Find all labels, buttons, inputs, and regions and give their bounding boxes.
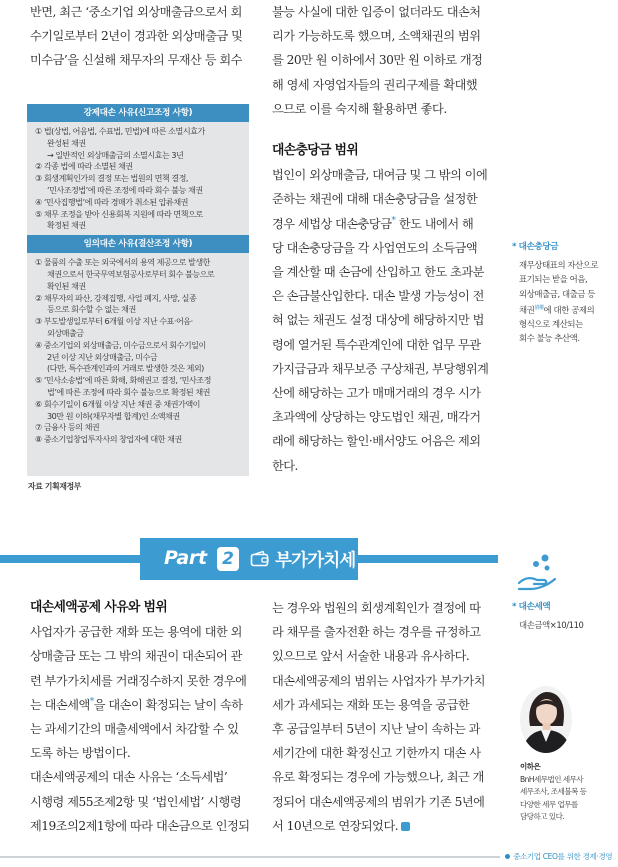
list-item: ⑦ 금융사 등의 채권 (35, 422, 100, 433)
text-line: 정되어 대손세액공제의 범위가 기존 5년에 (272, 794, 485, 809)
text-line: 미수금’을 신설해 채무자의 무재산 등 회수 (30, 53, 242, 68)
end-mark-icon (401, 822, 410, 831)
text-line: 한다. (272, 458, 298, 473)
text-line: 대손세액공제의 대손 사유는 ‘소득세법’ (30, 770, 228, 785)
text-line: 를 20만 원 이하에서 30만 원 이하로 개정 (272, 53, 483, 68)
note-title: * 대손충당금 (512, 242, 559, 252)
text-line: 혀 없는 채권도 설정 대상에 해당하지만 법 (272, 313, 484, 328)
list-item: 확인된 채권 (47, 280, 86, 291)
voluntary-bad-debt-list (27, 253, 249, 449)
text-line (272, 212, 494, 236)
list-item: (다만, 특수관계인과의 거래로 발생한 것은 제외) (47, 363, 204, 374)
list-item: ⑤ ‘민사소송법’에 따른 화해, 화해권고 결정, ‘민사조정 (35, 375, 211, 386)
note-text (512, 618, 583, 632)
text-line: 있으므로 앞서 서술한 내용과 유사하다. (272, 649, 470, 664)
note-fragment: 채권 (519, 304, 535, 315)
bottom-right-column (272, 596, 494, 838)
text-fragment: 서 10년으로 연장되었다. (272, 818, 399, 833)
note-line: 형식으로 계산되는 (519, 318, 583, 329)
text-line: 제19조의2제1항에 따라 대손금으로 인정되 (30, 818, 250, 833)
list-item: 30만 원 이하(채무자별 합계)인 소액채권 (47, 410, 180, 421)
bottom-left-column (30, 596, 256, 838)
note-hanja: 債權 (534, 304, 544, 311)
note-line: 외상매출금, 대출금 등 (519, 288, 595, 299)
coins-hand-icon (517, 553, 557, 595)
text-line: 유로 확정되는 경우에 가능했으나, 최근 개 (272, 770, 484, 785)
text-line: 가지급금과 채무보증 구상채권, 부당행위계 (272, 361, 489, 376)
author-info (520, 761, 586, 824)
text-line: 초과액에 상당하는 양도법인 채권, 매각거 (272, 410, 481, 425)
list-item: ④ 중소기업의 외상매출금, 미수금으로서 회수기일이 (35, 339, 206, 350)
list-item: ③ 부도발생일로부터 6개월 이상 지난 수표·어음· (35, 316, 193, 327)
list-item: 완성된 채권 (47, 137, 86, 148)
text-line: 후 공급일부터 5년이 지난 날이 속하는 과 (272, 722, 480, 737)
bad-debt-tax-note (512, 600, 583, 632)
note-title: * 대손세액 (512, 602, 551, 612)
text-line: 대손세액공제의 범위는 사업자가 부가가치 (272, 673, 486, 688)
bad-debt-allowance-note (512, 240, 598, 346)
note-line (519, 301, 598, 317)
forced-bad-debt-list (27, 122, 249, 235)
text-line: 는 경우와 법원의 회생계획인가 결정에 따 (272, 601, 481, 615)
text-line: 시행령 제55조제2항 및 ‘법인세법’ 시행령 (30, 794, 242, 809)
author-photo (520, 686, 572, 753)
author-line: 담당하고 있다. (520, 812, 565, 822)
voluntary-bad-debt-header: 임의대손 사유(결산조정 사항) (27, 235, 249, 253)
list-item: ② 채무자의 파산, 강제집행, 사업 폐지, 사망, 실종 (35, 292, 197, 303)
list-item: ④ ‘민사집행법’에 따라 경매가 취소된 압류채권 (35, 196, 189, 207)
page-footer (0, 848, 618, 867)
text-line: 래에 해당하는 할인·배서양도 어음은 제외 (272, 434, 481, 449)
list-item: ② 각종 법에 따라 소멸된 채권 (35, 161, 133, 172)
text-line: 령에 열거된 특수관계인에 대한 업무 무관 (272, 337, 481, 352)
list-item: ‘민사조정법’에 따른 조정에 따라 회수 불능 채권 (47, 184, 203, 195)
top-right-column (272, 0, 494, 478)
text-line: 세가 과세되는 재화 또는 용역을 공급한 (272, 697, 470, 712)
note-line: 표기되는 받을 어음, (519, 274, 588, 285)
section-subhead: 대손세액공제 사유와 범위 (30, 600, 168, 615)
footer-rule (0, 856, 500, 858)
text-fragment: 한도 내에서 해 (395, 216, 474, 231)
list-item: 확정된 채권 (47, 220, 86, 231)
list-item: 등으로 회수할 수 없는 채권 (47, 304, 136, 315)
footer-text: 중소기업 CEO를 위한 경제·경영 (513, 852, 613, 861)
text-line: 수기일로부터 2년이 경과한 외상매출금 및 (30, 29, 243, 44)
text-line: 반면, 최근 ‘중소기업 외상매출금으로서 회 (30, 5, 242, 19)
note-line: 재무상태표의 자산으로 (519, 260, 599, 270)
author-name: 이하은 (520, 762, 541, 771)
text-line: 당 대손충당금을 각 사업연도의 소득금액 (272, 240, 478, 255)
part-number: 2 (217, 547, 239, 571)
wallet-icon (250, 550, 270, 572)
part-title: 부가가치세 (275, 551, 356, 571)
list-item: ⑧ 중소기업창업투자사의 창업자에 대한 채권 (35, 434, 182, 445)
note-line: 회수 불능 추산액. (519, 333, 580, 344)
text-line: 법인이 외상매출금, 대여금 및 그 밖의 이에 (272, 168, 488, 183)
list-item: ⑥ 회수기일이 6개월 이상 지난 채권 중 채권가액이 (35, 398, 200, 409)
text-line: 련 부가가치세를 거래징수하지 못한 경우에 (30, 673, 247, 688)
list-item: 법’에 따른 조정에 따라 회수 불능으로 확정된 채권 (47, 386, 210, 397)
text-line: 상매출금 또는 그 밖의 채권이 대손되어 관 (30, 649, 242, 664)
author-profile (520, 686, 586, 824)
text-line: 리가 가능하도록 했으며, 소액채권의 범위 (272, 29, 481, 44)
forced-bad-debt-header: 강제대손 사유(신고조정 사항) (27, 104, 249, 122)
text-fragment: 는 대손세액 (30, 697, 90, 712)
author-line: BnH세무법인 세무사 (520, 774, 584, 784)
footnote-star: * (89, 696, 94, 707)
list-item: ① 법(상법, 어음법, 수표법, 민법)에 따른 소멸시효가 (35, 126, 205, 136)
source-caption: 자료 기획재정부 (28, 482, 82, 491)
part-label: Part (164, 547, 207, 569)
text-line: 는 과세기간의 매출세액에서 차감할 수 있 (30, 722, 239, 737)
list-item: 외상매출금 (47, 327, 84, 338)
list-item: ⑤ 채무 조정을 받아 신용회복 지원에 따라 면책으로 (35, 208, 203, 219)
text-fragment: 경우 세법상 대손충당금 (272, 216, 392, 231)
bad-debt-reasons-box (27, 104, 249, 476)
footer-dot-icon (505, 854, 510, 859)
text-line (272, 814, 494, 838)
list-item: ① 물품의 수출 또는 외국에서의 용역 제공으로 발생한 (35, 257, 210, 268)
text-line: 불능 사실에 대한 입증이 없더라도 대손처 (272, 5, 481, 19)
text-fragment: 을 대손이 확정되는 날이 속하 (93, 697, 243, 712)
part-banner (0, 538, 498, 580)
text-line (30, 693, 256, 717)
list-item: ③ 회생계획인가의 결정 또는 법원의 면책 결정, (35, 173, 189, 184)
author-line: 세무조사, 조세불복 등 (520, 787, 587, 797)
text-line: 해 영세 자영업자들의 권리구제를 확대했 (272, 77, 478, 92)
note-text (512, 258, 598, 346)
note-fragment: 에 대한 공제의 (543, 304, 595, 315)
text-line: 라 채무를 출자전환 하는 경우를 규정하고 (272, 625, 481, 640)
list-item: 채권으로서 한국무역보험공사로부터 회수 불능으로 (47, 268, 215, 279)
list-item: → 일반적인 외상매출금의 소멸시효는 3년 (47, 149, 184, 160)
text-line: 은 손금불산입한다. 대손 발생 가능성이 전 (272, 289, 484, 304)
author-line: 다양한 세무 업무를 (520, 799, 578, 809)
text-line: 산에 해당하는 고가 매매거래의 경우 시가 (272, 386, 481, 401)
note-line: 대손금액×10/110 (519, 620, 584, 630)
text-line: 세기간에 대한 확정신고 기한까지 대손 사 (272, 746, 481, 761)
top-left-column (30, 0, 255, 73)
section-subhead: 대손충당금 범위 (272, 143, 359, 159)
text-line: 준하는 채권에 대해 대손충당금을 설정한 (272, 192, 478, 207)
text-line: 을 계산할 때 손금에 산입하고 한도 초과분 (272, 265, 484, 280)
text-line: 사업자가 공급한 재화 또는 용역에 대한 외 (30, 625, 242, 640)
list-item: 2년 이상 지난 외상매출금, 미수금 (47, 351, 158, 362)
text-line: 도록 하는 방법이다. (30, 746, 131, 761)
footnote-star: * (391, 215, 396, 226)
text-line: 으므로 이를 숙지해 활용하면 좋다. (272, 101, 447, 116)
